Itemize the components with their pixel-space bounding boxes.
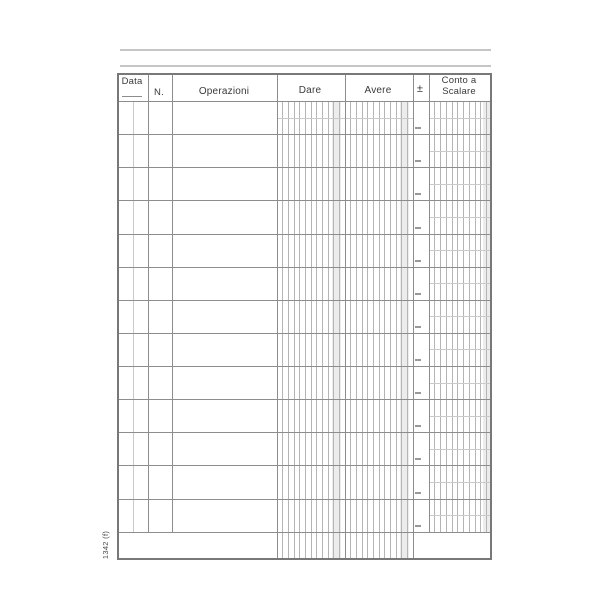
row-boundary-line bbox=[117, 399, 492, 400]
minus-mark bbox=[415, 425, 421, 427]
minus-mark bbox=[415, 392, 421, 394]
col-divider-avere-plusminus bbox=[413, 73, 414, 560]
dare-ruling-line bbox=[288, 101, 289, 558]
avere-ruling-line bbox=[396, 101, 397, 558]
top-rule-2 bbox=[120, 65, 491, 67]
row-boundary-line bbox=[117, 532, 492, 533]
dare-ruling-line bbox=[311, 101, 312, 558]
conto-midrow-line bbox=[429, 515, 491, 516]
conto-midrow-line bbox=[429, 349, 491, 350]
row-boundary-line bbox=[117, 499, 492, 500]
conto-midrow-line bbox=[429, 250, 491, 251]
data-column-midline bbox=[133, 101, 134, 532]
col-divider-plusminus-conto bbox=[429, 73, 430, 532]
row-boundary-line bbox=[117, 134, 492, 135]
avere-ruling-line bbox=[379, 101, 380, 558]
row-boundary-line bbox=[117, 167, 492, 168]
table-border-top bbox=[117, 73, 492, 75]
avere-ruling-line bbox=[390, 101, 391, 558]
header-dare: Dare bbox=[298, 85, 322, 96]
header-operazioni: Operazioni bbox=[198, 86, 250, 97]
conto-midrow-line bbox=[429, 482, 491, 483]
table-border-bottom bbox=[117, 558, 492, 560]
row-boundary-line bbox=[117, 267, 492, 268]
col-divider-dare-avere bbox=[345, 73, 346, 560]
col-divider-data-n bbox=[148, 73, 149, 532]
conto-midrow-line bbox=[429, 449, 491, 450]
header-data-underline bbox=[122, 96, 142, 97]
dare-ruling-line bbox=[305, 101, 306, 558]
dare-ruling-line bbox=[294, 101, 295, 558]
row-boundary-line bbox=[117, 432, 492, 433]
minus-mark bbox=[415, 525, 421, 527]
minus-mark bbox=[415, 160, 421, 162]
dare-ruling-line bbox=[299, 101, 300, 558]
dare-ruling-line bbox=[282, 101, 283, 558]
avere-ruling-line bbox=[384, 101, 385, 558]
minus-mark bbox=[415, 293, 421, 295]
avere-ruling-line bbox=[367, 101, 368, 558]
avere-ruling-line bbox=[401, 101, 402, 558]
minus-mark bbox=[415, 227, 421, 229]
minus-mark bbox=[415, 326, 421, 328]
conto-midrow-line bbox=[429, 217, 491, 218]
conto-midrow-line bbox=[429, 151, 491, 152]
row-boundary-line bbox=[117, 234, 492, 235]
avere-ruling-line bbox=[373, 101, 374, 558]
header-conto-line1: Conto a bbox=[441, 75, 477, 86]
form-code-label: 1342 (f) bbox=[101, 530, 110, 560]
avere-ruling-line bbox=[407, 101, 408, 558]
avere-ruling-line bbox=[362, 101, 363, 558]
minus-mark bbox=[415, 260, 421, 262]
row-boundary-line bbox=[117, 366, 492, 367]
col-divider-n-operazioni bbox=[172, 73, 173, 532]
col-divider-operazioni-dare bbox=[277, 73, 278, 560]
header-conto-line2: Scalare bbox=[442, 86, 476, 97]
header-data: Data bbox=[121, 76, 143, 87]
avere-ruling-line bbox=[356, 101, 357, 558]
table-border-right bbox=[490, 73, 492, 560]
row-boundary-line bbox=[117, 333, 492, 334]
header-n: N. bbox=[154, 87, 164, 98]
dare-ruling-line bbox=[333, 101, 334, 558]
conto-midrow-line bbox=[429, 184, 491, 185]
conto-midrow-line bbox=[429, 118, 491, 119]
minus-mark bbox=[415, 127, 421, 129]
dare-ruling-line bbox=[328, 101, 329, 558]
dare-ruling-line bbox=[339, 101, 340, 558]
minus-mark bbox=[415, 359, 421, 361]
ledger-table bbox=[117, 73, 492, 560]
conto-midrow-line bbox=[429, 283, 491, 284]
minus-mark bbox=[415, 492, 421, 494]
conto-midrow-line bbox=[429, 316, 491, 317]
row-boundary-line bbox=[117, 300, 492, 301]
avere-ruling-line bbox=[350, 101, 351, 558]
dare-ruling-line bbox=[316, 101, 317, 558]
top-rule-1 bbox=[120, 49, 491, 51]
conto-midrow-line bbox=[429, 383, 491, 384]
minus-mark bbox=[415, 458, 421, 460]
header-bottom-line bbox=[117, 101, 492, 102]
table-border-left bbox=[117, 73, 119, 560]
header-plus-minus: ± bbox=[416, 83, 424, 95]
row-boundary-line bbox=[117, 465, 492, 466]
conto-midrow-line bbox=[429, 416, 491, 417]
header-avere: Avere bbox=[364, 85, 392, 96]
row-boundary-line bbox=[117, 200, 492, 201]
dare-ruling-line bbox=[322, 101, 323, 558]
minus-mark bbox=[415, 193, 421, 195]
